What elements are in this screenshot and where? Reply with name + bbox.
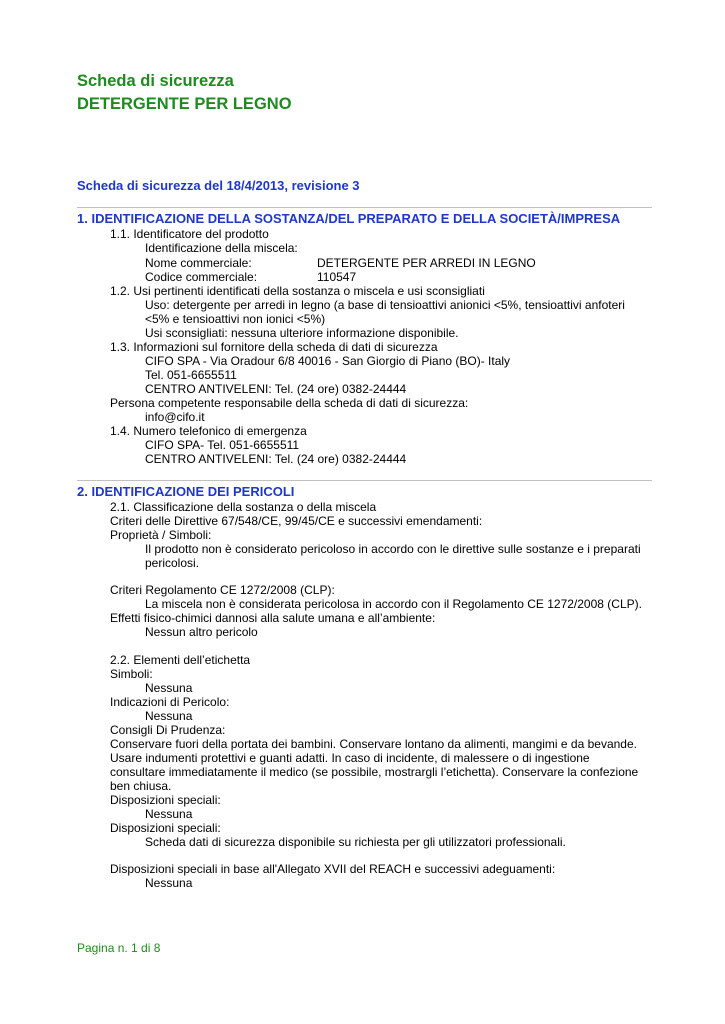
text-line: Nessun altro pericolo bbox=[145, 625, 258, 639]
text-line: Nessuna bbox=[145, 709, 193, 723]
text-line: Identificazione della miscela: bbox=[145, 241, 298, 255]
text-line: consultare immediatamente il medico (se possibile, mostrargli l’etichetta). Conservare la confezione bbox=[110, 765, 639, 779]
text-line: 1.3. Informazioni sul fornitore della scheda di dati di sicurezza bbox=[110, 340, 438, 354]
document-title: Scheda di sicurezza bbox=[77, 72, 234, 90]
text-line: CENTRO ANTIVELENI: Tel. (24 ore) 0382-24444 bbox=[145, 452, 407, 466]
field-label: Nome commerciale: bbox=[145, 256, 252, 270]
text-line: Consigli Di Prudenza: bbox=[110, 723, 226, 737]
text-line: Simboli: bbox=[110, 667, 153, 681]
text-line: CENTRO ANTIVELENI: Tel. (24 ore) 0382-24444 bbox=[145, 382, 407, 396]
field-value: DETERGENTE PER ARREDI IN LEGNO bbox=[317, 256, 536, 270]
text-line: Effetti fisico-chimici dannosi alla salute umana e all’ambiente: bbox=[110, 611, 436, 625]
text-line: Criteri Regolamento CE 1272/2008 (CLP): bbox=[110, 583, 335, 597]
text-line: Scheda dati di sicurezza disponibile su richiesta per gli utilizzatori professionali. bbox=[145, 835, 566, 849]
text-line: 2.1. Classificazione della sostanza o della miscela bbox=[110, 500, 377, 514]
text-line: Usare indumenti protettivi e guanti adatti. In caso di incidente, di malessere o di ingestione bbox=[110, 751, 590, 765]
text-line: Proprietà / Simboli: bbox=[110, 528, 212, 542]
text-line: Disposizioni speciali: bbox=[110, 821, 221, 835]
text-line: 2.2. Elementi dell’etichetta bbox=[110, 653, 251, 667]
text-line: Uso: detergente per arredi in legno (a base di tensioattivi anionici <5%, tensioattivi anfoteri bbox=[145, 298, 625, 312]
text-line: pericolosi. bbox=[145, 556, 200, 570]
page-number: Pagina n. 1 di 8 bbox=[77, 941, 161, 955]
text-line: Disposizioni speciali in base all'Allegato XVII del REACH e successivi adeguamenti: bbox=[110, 862, 556, 876]
text-line: Nessuna bbox=[145, 807, 193, 821]
text-line: CIFO SPA - Via Oradour 6/8 40016 - San Giorgio di Piano (BO)- Italy bbox=[145, 354, 511, 368]
text-line: Criteri delle Direttive 67/548/CE, 99/45/CE e successivi emendamenti: bbox=[110, 514, 483, 528]
text-line: Disposizioni speciali: bbox=[110, 793, 221, 807]
product-title: DETERGENTE PER LEGNO bbox=[77, 95, 292, 113]
text-line: ben chiusa. bbox=[110, 779, 172, 793]
text-line: CIFO SPA- Tel. 051-6655511 bbox=[145, 438, 300, 452]
field-value: 110547 bbox=[317, 270, 357, 284]
text-line: Nessuna bbox=[145, 681, 193, 695]
text-line: Tel. 051-6655511 bbox=[145, 368, 237, 382]
text-line: Usi sconsigliati: nessuna ulteriore informazione disponibile. bbox=[145, 326, 459, 340]
text-line: Conservare fuori della portata dei bambini. Conservare lontano da alimenti, mangimi e da bevande. bbox=[110, 737, 637, 751]
section-2-heading: 2. IDENTIFICAZIONE DEI PERICOLI bbox=[77, 484, 295, 499]
revision-subtitle: Scheda di sicurezza del 18/4/2013, revisione 3 bbox=[77, 178, 360, 193]
text-line: 1.1. Identificatore del prodotto bbox=[110, 227, 269, 241]
text-line: Indicazioni di Pericolo: bbox=[110, 695, 230, 709]
text-line: La miscela non è considerata pericolosa in accordo con il Regolamento CE 1272/2008 (CLP). bbox=[145, 597, 642, 611]
text-line: Persona competente responsabile della scheda di dati di sicurezza: bbox=[110, 396, 469, 410]
text-line: <5% e tensioattivi non ionici <5%) bbox=[145, 312, 326, 326]
section-divider bbox=[77, 480, 652, 481]
section-divider bbox=[77, 207, 652, 208]
text-line: Nessuna bbox=[145, 876, 193, 890]
email-text: info@cifo.it bbox=[145, 410, 205, 424]
section-1-heading: 1. IDENTIFICAZIONE DELLA SOSTANZA/DEL PREPARATO E DELLA SOCIETÀ/IMPRESA bbox=[77, 211, 621, 226]
text-line: 1.4. Numero telefonico di emergenza bbox=[110, 424, 307, 438]
text-line: Il prodotto non è considerato pericoloso in accordo con le direttive sulle sostanze e i preparati bbox=[145, 542, 641, 556]
text-line: 1.2. Usi pertinenti identificati della sostanza o miscela e usi sconsigliati bbox=[110, 284, 485, 298]
field-label: Codice commerciale: bbox=[145, 270, 258, 284]
